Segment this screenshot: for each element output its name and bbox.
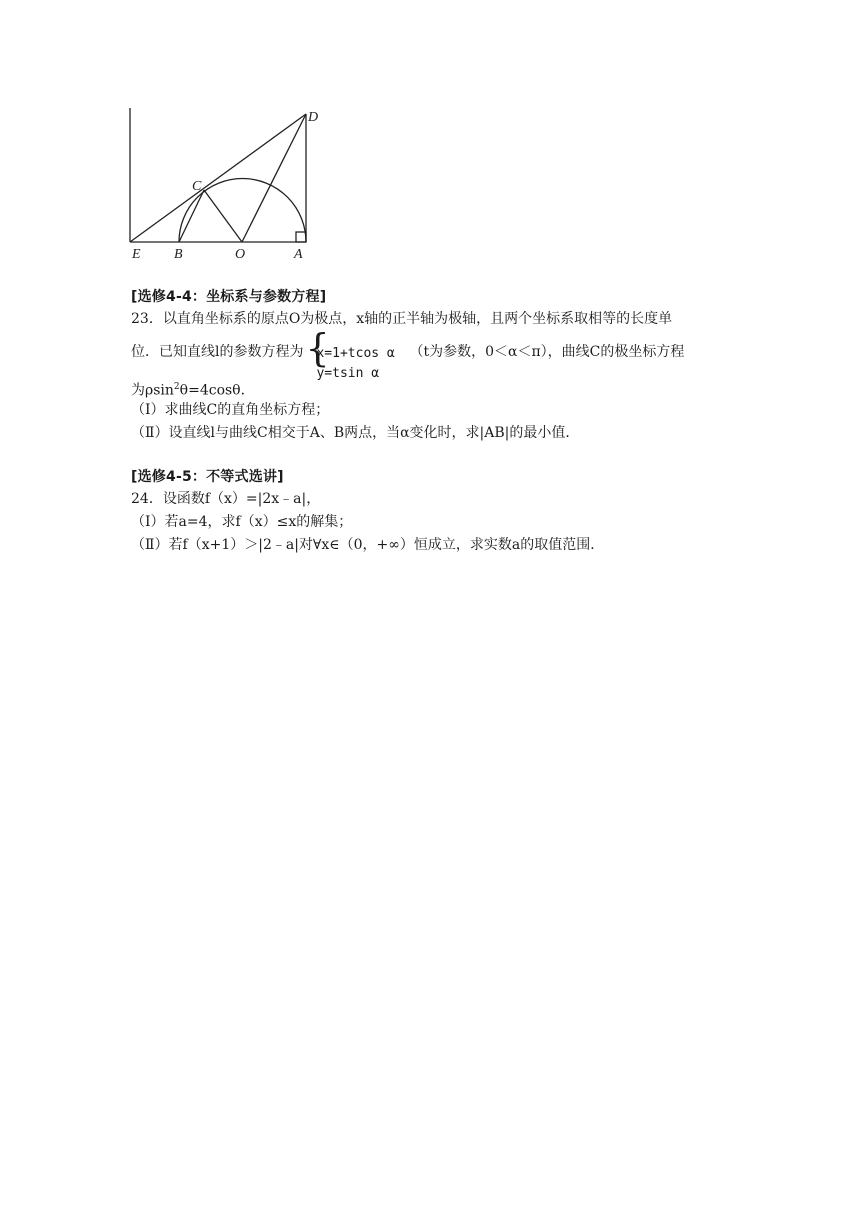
- segment-ED: [130, 114, 306, 242]
- q24-line1: 24．设函数f（x）=|2x﹣a|，: [131, 491, 321, 507]
- geometry-figure: [124, 100, 334, 262]
- q23-line1: 23．以直角坐标系的原点O为极点，x轴的正半轴为极轴，且两个坐标系取相等的长度单: [131, 311, 673, 327]
- q23-line3-a: 为ρsin: [131, 382, 174, 399]
- q24-part2: （Ⅱ）若f（x+1）＞|2﹣a|对∀x∈（0，+∞）恒成立，求实数a的取值范围．: [131, 537, 605, 553]
- q23-part2: （Ⅱ）设直线l与曲线C相交于A、B两点，当α变化时，求|AB|的最小值．: [131, 425, 580, 441]
- q23-line3: [131, 378, 255, 400]
- segment-CO: [204, 190, 242, 242]
- section-title-4-4: [选修4-4：坐标系与参数方程]: [131, 289, 327, 305]
- segment-OD: [242, 114, 306, 242]
- q23-line3-b: θ=4cosθ．: [179, 382, 255, 399]
- eq-row-y: y=tsin α: [316, 366, 380, 381]
- label-E: E: [132, 247, 141, 262]
- q23-line2-suffix: （t为参数，0＜α＜π），曲线C的极坐标方程: [409, 344, 685, 360]
- q24-part1: （Ⅰ）若a=4，求f（x）≤x的解集；: [131, 514, 353, 530]
- equation-brace: {: [305, 326, 330, 370]
- q23-part1: （Ⅰ）求曲线C的直角坐标方程；: [131, 402, 330, 418]
- label-O: O: [235, 247, 246, 262]
- label-C: C: [192, 179, 202, 194]
- q23-line2: [131, 326, 685, 381]
- q23-line3-sup: 2: [173, 382, 180, 392]
- parametric-equation: [305, 326, 407, 381]
- section-title-4-5: [选修4-5：不等式选讲]: [131, 469, 284, 485]
- right-angle-mark: [296, 232, 306, 242]
- label-D: D: [308, 110, 319, 125]
- label-A: A: [294, 247, 303, 262]
- q23-line2-prefix: 位．已知直线l的参数方程为: [131, 344, 304, 360]
- label-B: B: [174, 247, 183, 262]
- eq-row-x: x=1+tcos α: [316, 346, 395, 361]
